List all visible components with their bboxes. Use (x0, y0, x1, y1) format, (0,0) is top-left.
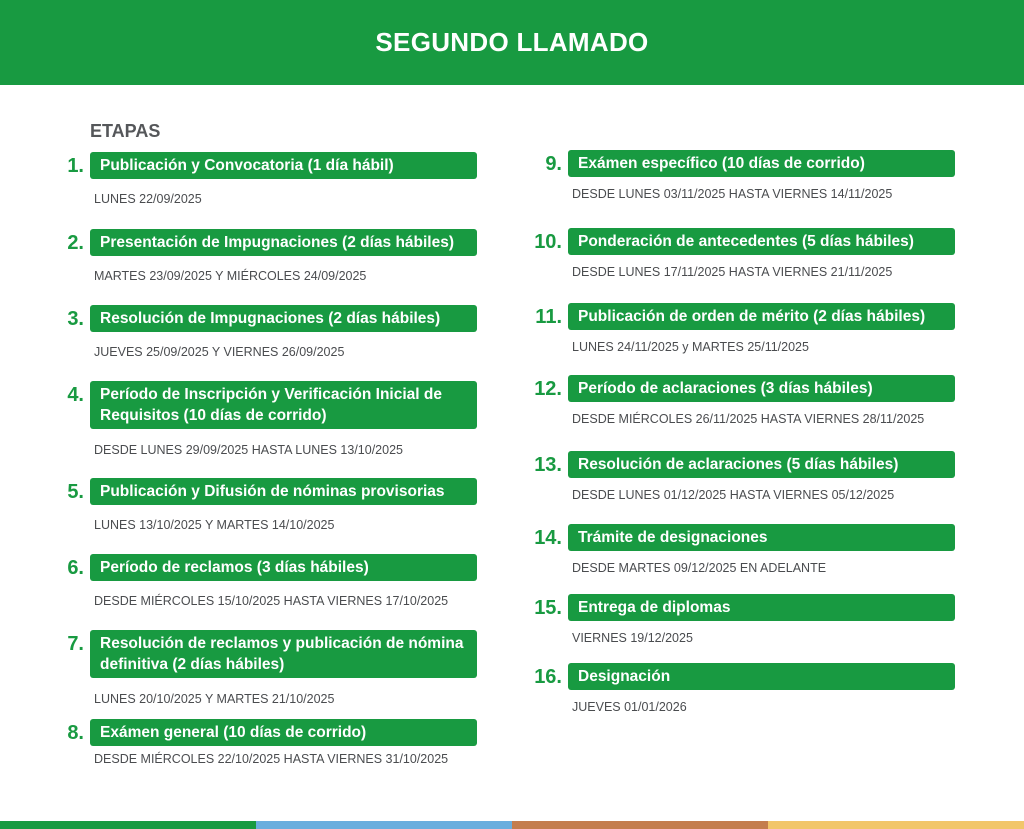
stage-date: DESDE LUNES 29/09/2025 HASTA LUNES 13/10/2025 (94, 443, 403, 457)
stage-number: 5. (67, 481, 84, 503)
stage-title-bar: Entrega de diplomas (568, 594, 955, 621)
stage-date: DESDE MIÉRCOLES 22/10/2025 HASTA VIERNES 31/10/2025 (94, 752, 449, 766)
stage-number: 4. (67, 384, 84, 406)
stage-date: DESDE MIÉRCOLES 15/10/2025 HASTA VIERNES 17/10/2025 (94, 594, 449, 608)
stage-date: JUEVES 25/09/2025 Y VIERNES 26/09/2025 (94, 345, 345, 359)
stage-date: LUNES 22/09/2025 (94, 192, 202, 206)
stage-title-bar: Exámen específico (10 días de corrido) (568, 150, 955, 177)
stage-number: 6. (67, 557, 84, 579)
stage-date: LUNES 20/10/2025 Y MARTES 21/10/2025 (94, 692, 335, 706)
stage-title-bar: Trámite de designaciones (568, 524, 955, 551)
stage-date: DESDE LUNES 17/11/2025 HASTA VIERNES 21/11/2025 (572, 265, 893, 279)
stage-title-bar: Período de reclamos (3 días hábiles) (90, 554, 477, 581)
stage-number: 16. (534, 666, 562, 688)
stage-date: DESDE LUNES 01/12/2025 HASTA VIERNES 05/12/2025 (572, 488, 895, 502)
stage-number: 9. (545, 153, 562, 175)
stage-date: DESDE MIÉRCOLES 26/11/2025 HASTA VIERNES 28/11/2025 (572, 412, 925, 426)
stage-title-bar: Publicación y Difusión de nóminas provisorias (90, 478, 477, 505)
stage-number: 13. (534, 454, 562, 476)
footer-color-bar (0, 821, 1024, 829)
stage-title-bar: Resolución de Impugnaciones (2 días hábiles) (90, 305, 477, 332)
stage-date: MARTES 23/09/2025 Y MIÉRCOLES 24/09/2025 (94, 269, 367, 283)
stage-date: DESDE LUNES 03/11/2025 HASTA VIERNES 14/11/2025 (572, 187, 893, 201)
footer-segment (256, 821, 512, 829)
footer-segment (0, 821, 256, 829)
stage-title-bar: Resolución de reclamos y publicación de nómina definitiva (2 días hábiles) (90, 630, 477, 678)
stage-title-bar: Ponderación de antecedentes (5 días hábiles) (568, 228, 955, 255)
section-label: ETAPAS (90, 121, 161, 141)
page-title: SEGUNDO LLAMADO (375, 27, 649, 57)
stage-number: 10. (534, 231, 562, 253)
stage-title-bar: Publicación de orden de mérito (2 días hábiles) (568, 303, 955, 330)
stage-title-bar: Designación (568, 663, 955, 690)
stage-title-bar: Presentación de Impugnaciones (2 días hábiles) (90, 229, 477, 256)
stage-title-bar: Período de aclaraciones (3 días hábiles) (568, 375, 955, 402)
stage-date: JUEVES 01/01/2026 (572, 700, 687, 714)
stage-number: 12. (534, 378, 562, 400)
stage-number: 8. (67, 722, 84, 744)
stage-title-bar: Período de Inscripción y Verificación Inicial de Requisitos (10 días de corrido) (90, 381, 477, 429)
stage-number: 11. (535, 306, 562, 328)
stage-number: 1. (67, 155, 84, 177)
stage-title-bar: Resolución de aclaraciones (5 días hábiles) (568, 451, 955, 478)
stage-number: 3. (67, 308, 84, 330)
footer-segment (512, 821, 768, 829)
stage-date: LUNES 24/11/2025 y MARTES 25/11/2025 (572, 340, 809, 354)
stage-title-bar: Publicación y Convocatoria (1 día hábil) (90, 152, 477, 179)
page-header (0, 0, 1024, 85)
stage-number: 14. (534, 527, 562, 549)
stage-number: 7. (67, 633, 84, 655)
footer-segment (768, 821, 1024, 829)
stage-number: 15. (534, 597, 562, 619)
stage-title-bar: Exámen general (10 días de corrido) (90, 719, 477, 746)
stage-date: DESDE MARTES 09/12/2025 EN ADELANTE (572, 561, 827, 575)
stage-date: LUNES 13/10/2025 Y MARTES 14/10/2025 (94, 518, 335, 532)
stage-number: 2. (67, 232, 84, 254)
stage-date: VIERNES 19/12/2025 (572, 631, 693, 645)
